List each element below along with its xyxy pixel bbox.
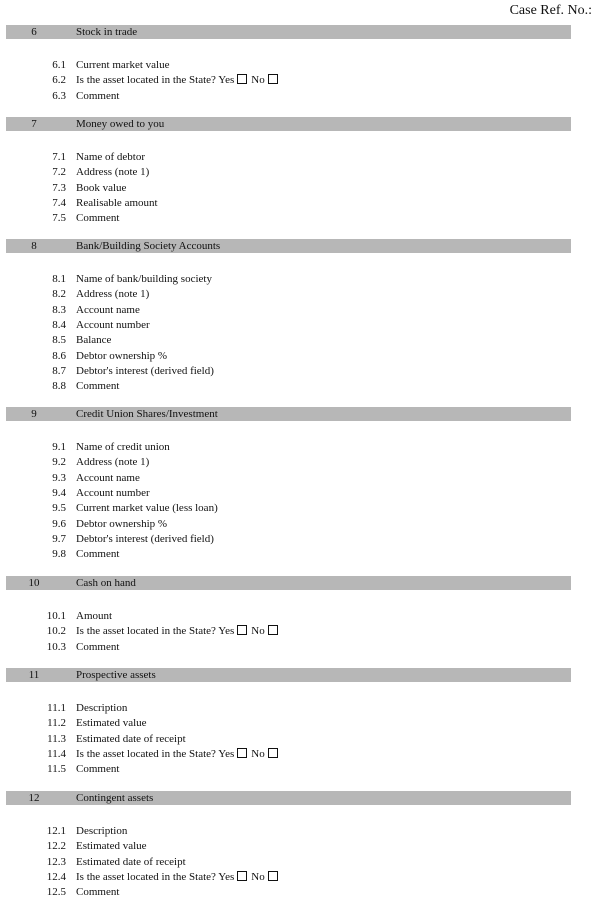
yes-checkbox[interactable] (237, 871, 247, 881)
item-label-group (76, 732, 186, 747)
item-number: 12.5 (46, 886, 66, 899)
item-number: 8.3 (52, 303, 66, 316)
form-item-row (0, 839, 596, 854)
item-number: 6.1 (52, 59, 66, 71)
form-item-row (0, 716, 596, 731)
item-label-group (76, 855, 186, 870)
item-number: 7.1 (52, 151, 66, 163)
item-label: Is the asset located in the State? (76, 870, 216, 883)
no-checkbox[interactable] (268, 74, 278, 84)
item-label: Account number (76, 486, 150, 499)
item-label: Debtor ownership % (76, 517, 168, 530)
item-label: Comment (76, 763, 120, 776)
form-item-row (0, 73, 596, 88)
item-label-group (76, 455, 149, 470)
section-number: 10 (28, 577, 40, 589)
item-label: Estimated date of receipt (76, 855, 186, 868)
form-item-row (0, 486, 596, 501)
item-label-group (76, 824, 127, 839)
item-label: Name of bank/building society (76, 273, 212, 285)
item-label: Current market value (less loan) (76, 502, 218, 515)
form-item-row (0, 855, 596, 870)
item-label-group (76, 349, 167, 364)
section-title: Cash on hand (76, 577, 136, 589)
item-label-group (76, 333, 111, 348)
item-label-group (76, 89, 119, 104)
section-header-bar (6, 576, 571, 590)
yes-label: Yes (218, 747, 235, 760)
item-label: Is the asset located in the State? (76, 74, 216, 87)
item-number: 9.2 (52, 456, 66, 469)
yes-checkbox[interactable] (237, 74, 247, 84)
item-label: Comment (76, 212, 120, 225)
item-label-group (76, 471, 140, 486)
item-number: 8.7 (52, 364, 66, 377)
section-header-bar (6, 791, 571, 805)
form-item-row (0, 150, 596, 165)
item-number: 8.4 (52, 318, 66, 331)
item-label-group (76, 318, 150, 333)
item-label: Account number (76, 318, 150, 331)
section-number: 8 (31, 240, 37, 252)
item-label: Address (note 1) (76, 288, 150, 301)
section-header-bar (6, 25, 571, 39)
item-label: Realisable amount (76, 196, 158, 209)
item-number: 12.1 (46, 825, 66, 837)
item-label: Is the asset located in the State? (76, 625, 216, 638)
section-header-bar (6, 239, 571, 253)
item-label-group (76, 624, 282, 639)
item-label: Balance (76, 334, 112, 347)
item-number: 12.2 (46, 840, 66, 853)
yes-label: Yes (218, 625, 235, 638)
form-item-row (0, 732, 596, 747)
item-label-group (76, 609, 112, 624)
item-label-group (76, 870, 282, 885)
section-title: Stock in trade (76, 26, 138, 38)
item-number: 6.3 (52, 89, 66, 102)
form-item-row (0, 440, 596, 455)
item-label: Comment (76, 640, 120, 653)
yes-checkbox[interactable] (237, 625, 247, 635)
item-label-group (76, 885, 119, 900)
form-item-row (0, 181, 596, 196)
item-label: Comment (76, 886, 120, 899)
item-label: Comment (76, 89, 120, 102)
item-label: Estimated value (76, 717, 147, 730)
item-number: 10.3 (46, 640, 66, 653)
yes-no-group (216, 74, 282, 86)
section-number: 12 (28, 792, 40, 804)
section-number: 11 (28, 669, 40, 681)
section-header-bar (6, 407, 571, 421)
item-number: 8.6 (52, 349, 66, 362)
item-label: Description (76, 825, 128, 837)
form-item-row (0, 211, 596, 226)
form-item-row (0, 272, 596, 287)
form-item-row (0, 196, 596, 211)
form-item-row (0, 747, 596, 762)
item-label-group (76, 165, 149, 180)
item-label: Debtor ownership % (76, 349, 168, 362)
form-item-row (0, 455, 596, 470)
item-label-group (76, 532, 214, 547)
item-number: 9.6 (52, 517, 66, 530)
form-item-row (0, 58, 596, 73)
item-number: 9.1 (52, 441, 66, 453)
item-label: Comment (76, 548, 120, 561)
item-number: 9.3 (52, 471, 66, 484)
item-label: Estimated value (76, 840, 147, 853)
form-item-row (0, 885, 596, 900)
item-label: Debtor's interest (derived field) (76, 364, 214, 377)
item-number: 8.2 (52, 288, 66, 301)
item-label-group (76, 364, 214, 379)
item-label-group (76, 196, 158, 211)
item-label-group (76, 640, 119, 655)
no-label: No (251, 625, 265, 638)
item-label: Account name (76, 471, 140, 484)
item-number: 9.7 (52, 532, 66, 545)
item-label: Current market value (76, 59, 170, 71)
form-item-row (0, 547, 596, 562)
form-item-row (0, 762, 596, 777)
item-label-group (76, 150, 145, 165)
item-label: Comment (76, 380, 120, 393)
item-label-group (76, 501, 218, 516)
item-label-group (76, 839, 147, 854)
item-label: Amount (76, 610, 113, 622)
no-checkbox[interactable] (268, 748, 278, 758)
item-number: 11.2 (47, 717, 66, 730)
item-number: 7.3 (52, 181, 66, 194)
item-number: 8.1 (52, 273, 66, 285)
form-item-row (0, 318, 596, 333)
yes-no-group (216, 625, 282, 637)
form-item-row (0, 364, 596, 379)
item-label: Address (note 1) (76, 456, 150, 469)
item-number: 8.8 (52, 380, 66, 393)
no-checkbox[interactable] (268, 625, 278, 635)
form-item-row (0, 379, 596, 394)
item-label-group (76, 547, 119, 562)
item-number: 7.2 (52, 166, 66, 179)
section-header-bar (6, 117, 571, 131)
item-number: 6.2 (52, 74, 66, 87)
yes-checkbox[interactable] (237, 748, 247, 758)
item-label: Debtor's interest (derived field) (76, 532, 214, 545)
case-ref-label: Case Ref. No.: (509, 3, 592, 18)
item-number: 11.1 (47, 702, 66, 714)
section-title: Contingent assets (76, 792, 154, 804)
item-label-group (76, 379, 119, 394)
item-label: Estimated date of receipt (76, 732, 186, 745)
item-label: Name of credit union (76, 441, 170, 453)
yes-label: Yes (218, 74, 235, 87)
form-item-row (0, 303, 596, 318)
form-item-row (0, 89, 596, 104)
item-label-group (76, 517, 167, 532)
form-item-row (0, 609, 596, 624)
item-number: 9.5 (52, 502, 66, 515)
form-item-row (0, 287, 596, 302)
item-number: 12.4 (46, 870, 66, 883)
item-label-group (76, 272, 212, 287)
form-item-row (0, 640, 596, 655)
item-number: 7.5 (52, 212, 66, 225)
section-title: Bank/Building Society Accounts (76, 240, 221, 252)
item-label-group (76, 762, 119, 777)
yes-no-group (216, 871, 282, 883)
form-item-row (0, 824, 596, 839)
section-title: Money owed to you (76, 118, 165, 130)
form-item-row (0, 517, 596, 532)
item-number: 10.1 (46, 610, 66, 622)
item-label-group (76, 486, 150, 501)
no-label: No (251, 870, 265, 883)
item-number: 11.3 (47, 732, 66, 745)
item-label-group (76, 73, 282, 88)
form-item-row (0, 349, 596, 364)
item-label: Address (note 1) (76, 166, 150, 179)
item-number: 7.4 (52, 196, 66, 209)
item-number: 11.5 (47, 763, 66, 776)
item-label-group (76, 440, 170, 455)
form-item-row (0, 624, 596, 639)
form-item-row (0, 501, 596, 516)
item-number: 9.8 (52, 548, 66, 561)
item-label-group (76, 58, 169, 73)
yes-label: Yes (218, 870, 235, 883)
no-label: No (251, 747, 265, 760)
form-item-row (0, 870, 596, 885)
section-number: 9 (31, 408, 37, 420)
item-label-group (76, 181, 126, 196)
section-number: 7 (31, 118, 37, 130)
item-label: Name of debtor (76, 151, 146, 163)
form-item-row (0, 701, 596, 716)
form-item-row (0, 333, 596, 348)
item-label: Description (76, 702, 128, 714)
item-label: Book value (76, 181, 127, 194)
form-item-row (0, 471, 596, 486)
section-number: 6 (31, 26, 37, 38)
item-label-group (76, 701, 127, 716)
item-label-group (76, 716, 147, 731)
item-number: 11.4 (47, 747, 66, 760)
item-label-group (76, 747, 282, 762)
item-number: 12.3 (46, 855, 66, 868)
section-title: Prospective assets (76, 669, 156, 681)
section-title: Credit Union Shares/Investment (76, 408, 218, 420)
yes-no-group (216, 748, 282, 760)
item-label: Is the asset located in the State? (76, 747, 216, 760)
item-number: 9.4 (52, 486, 66, 499)
item-label: Account name (76, 303, 140, 316)
item-label-group (76, 303, 140, 318)
item-label-group (76, 211, 119, 226)
no-label: No (251, 74, 265, 87)
item-label-group (76, 287, 149, 302)
no-checkbox[interactable] (268, 871, 278, 881)
section-header-bar (6, 668, 571, 682)
form-item-row (0, 165, 596, 180)
item-number: 8.5 (52, 334, 66, 347)
item-number: 10.2 (46, 625, 66, 638)
form-item-row (0, 532, 596, 547)
